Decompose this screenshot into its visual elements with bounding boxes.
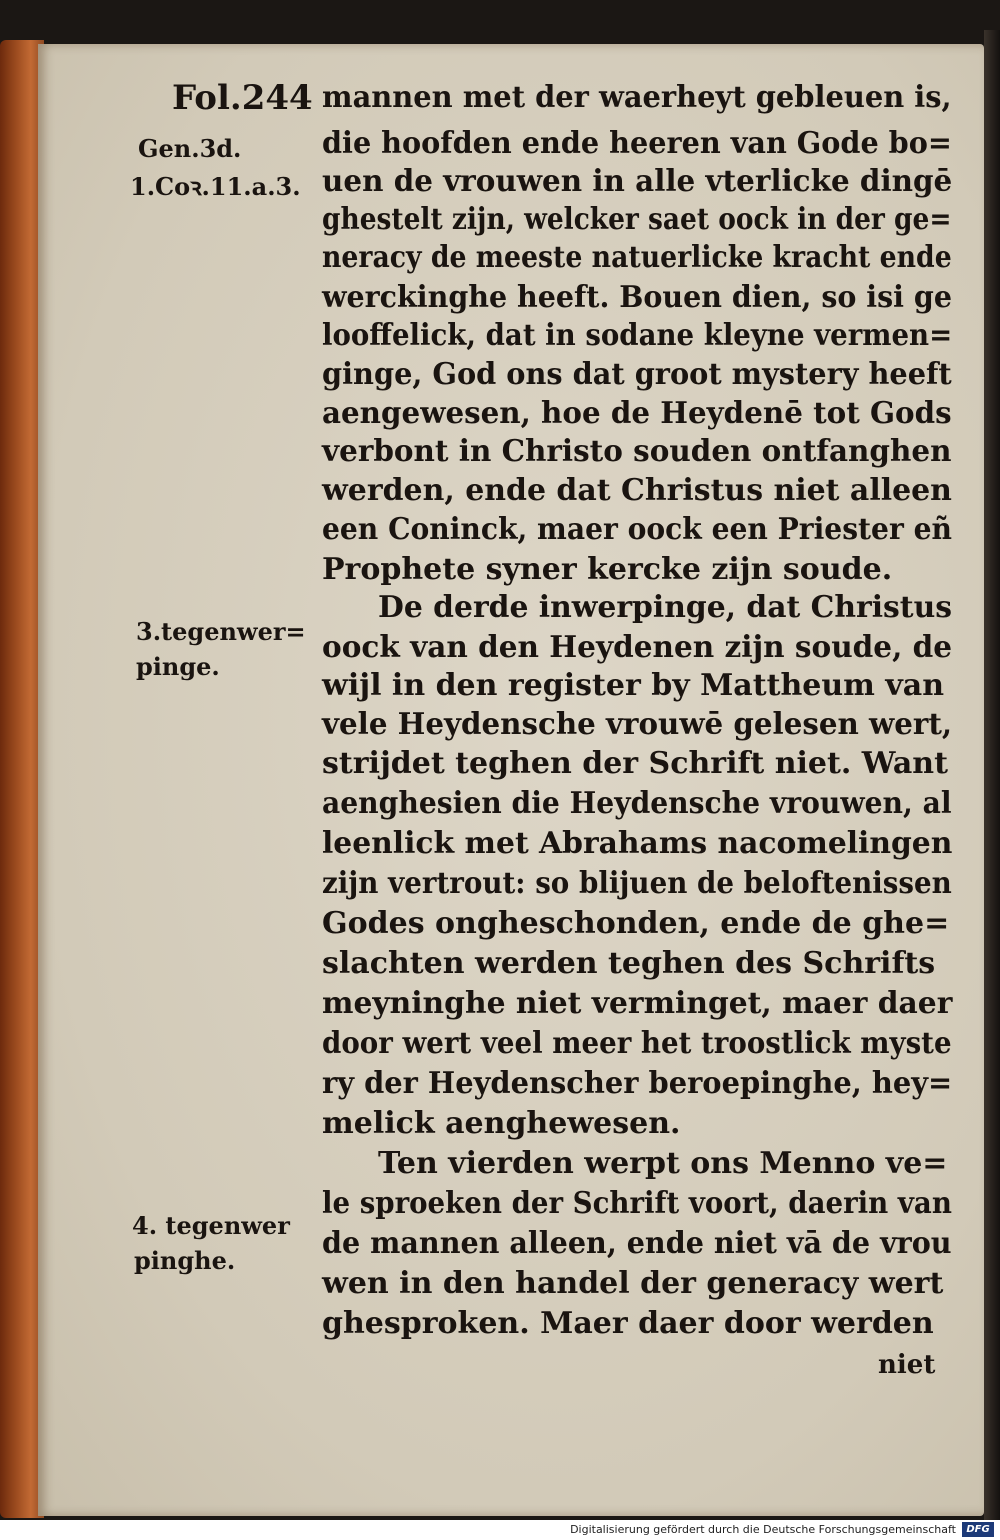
text-line: ry der Heydenscher beroepinghe, hey= xyxy=(322,1066,953,1101)
margin-note: 3.tegenwer= xyxy=(136,617,306,646)
text-line: zijn vertrout: so blijuen de beloftenissen xyxy=(322,866,952,901)
margin-note: 1.Coꝛ.11.a.3. xyxy=(130,172,301,201)
text-line: die hoofden ende heeren van Gode bo= xyxy=(322,126,952,161)
text-line: oock van den Heydenen zijn soude, de xyxy=(322,630,953,665)
text-line: aenghesien die Heydensche vrouwen, al xyxy=(322,786,952,821)
text-line: ghestelt zijn, welcker saet oock in der ge= xyxy=(322,202,952,237)
text-line: ghesproken. Maer daer door werden xyxy=(322,1306,934,1341)
text-line: ginge, God ons dat groot mystery heeft xyxy=(322,357,952,392)
text-line: Godes ongheschonden, ende de ghe= xyxy=(322,906,950,941)
text-line: De derde inwerpinge, dat Christus xyxy=(378,590,953,625)
text-line: looffelick, dat in sodane kleyne vermen= xyxy=(322,318,953,353)
text-line: le sproeken der Schrift voort, daerin van xyxy=(322,1186,952,1221)
folio-number: Fol.244 xyxy=(172,78,313,118)
text-line: werden, ende dat Christus niet alleen xyxy=(322,473,952,508)
footer-bar xyxy=(0,1520,1000,1540)
text-line: neracy de meeste natuerlicke kracht ende xyxy=(322,240,952,275)
text-line: melick aenghewesen. xyxy=(322,1106,681,1141)
text-line: een Coninck, maer oock een Priester eñ xyxy=(322,512,952,547)
margin-note: pinghe. xyxy=(134,1246,236,1275)
text-line: door wert veel meer het troostlick myste xyxy=(322,1026,952,1061)
dfg-logo: DFG xyxy=(962,1522,994,1537)
catchword: niet xyxy=(878,1350,936,1380)
text-line: de mannen alleen, ende niet vā de vrou xyxy=(322,1226,952,1261)
facing-page-edge xyxy=(984,30,1000,1520)
footer-credit: Digitalisierung gefördert durch die Deutsche Forschungsgemeinschaft xyxy=(570,1523,956,1536)
text-line: aengewesen, hoe de Heydenē tot Gods xyxy=(322,396,952,431)
margin-note: 4. tegenwer xyxy=(132,1211,290,1240)
text-line: wen in den handel der generacy wert xyxy=(322,1266,944,1301)
text-line: leenlick met Abrahams nacomelingen xyxy=(322,826,953,861)
text-line: Ten vierden werpt ons Menno ve= xyxy=(378,1146,948,1181)
text-line: Prophete syner kercke zijn soude. xyxy=(322,552,893,587)
text-line: strijdet teghen der Schrift niet. Want xyxy=(322,746,948,781)
text-line: meyninghe niet verminget, maer daer xyxy=(322,986,953,1021)
text-line: werckinghe heeft. Bouen dien, so isi ge xyxy=(322,280,952,315)
text-line: slachten werden teghen des Schrifts xyxy=(322,946,936,981)
margin-note: Gen.3d. xyxy=(138,134,242,163)
text-line: verbont in Christo souden ontfanghen xyxy=(322,434,952,469)
text-line: vele Heydensche vrouwē gelesen wert, xyxy=(322,707,953,742)
text-line: uen de vrouwen in alle vterlicke dingē xyxy=(322,164,953,199)
text-line: wijl in den register by Mattheum van xyxy=(322,668,945,703)
margin-note: pinge. xyxy=(136,652,220,681)
text-line: mannen met der waerheyt gebleuen is, xyxy=(322,80,952,115)
